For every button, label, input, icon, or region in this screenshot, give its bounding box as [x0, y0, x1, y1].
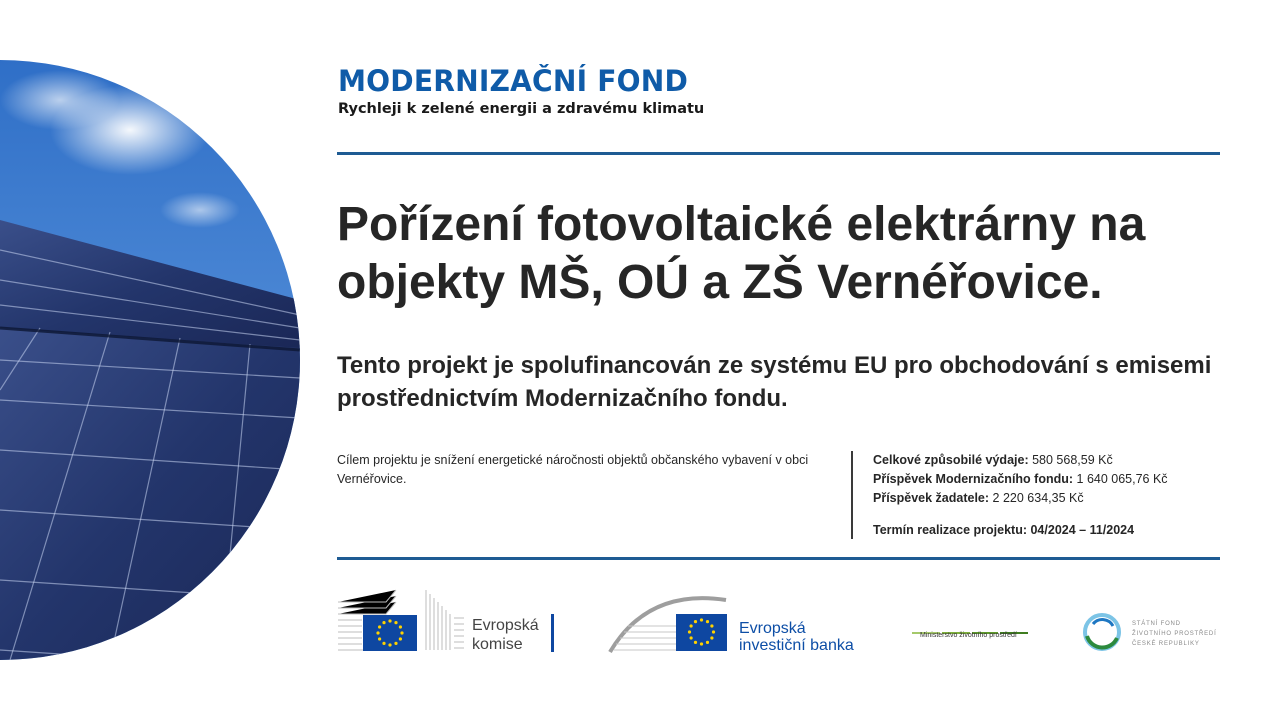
eligible-expenses-value: 580 568,59 Kč [1032, 453, 1113, 467]
eligible-expenses-label: Celkové způsobilé výdaje: [873, 453, 1029, 467]
eib-label-line1: Evropská [739, 620, 806, 637]
applicant-contribution-row [873, 489, 1168, 508]
sfzp-label-line2: ŽIVOTNÍHO PROSTŘEDÍ [1132, 631, 1217, 637]
realization-term-row [873, 521, 1168, 540]
european-commission-logo [336, 588, 466, 659]
fund-contribution-value: 1 640 065,76 Kč [1076, 472, 1168, 486]
bottom-divider [337, 557, 1220, 560]
sfzp-label [1132, 619, 1217, 649]
fund-contribution-row [873, 470, 1168, 489]
european-commission-label [472, 616, 539, 654]
finance-summary [873, 451, 1168, 540]
funding-statement: Tento projekt je spolufinancován ze systému EU pro obchodování s emisemi prostřednictvím Modernizačního fondu. [337, 352, 1212, 412]
applicant-contribution-value: 2 220 634,35 Kč [992, 491, 1084, 505]
solar-panel-photo [0, 60, 300, 660]
brand-subtitle: Rychleji k zelené energii a zdravému klimatu [338, 101, 705, 117]
modernization-fund-logo [338, 64, 704, 120]
eligible-expenses-row [873, 451, 1168, 470]
eib-label [739, 620, 854, 654]
realization-term-label: Termín realizace projektu: [873, 523, 1027, 537]
ec-accent-bar [551, 614, 554, 652]
brand-title: MODERNIZAČNÍ FOND [338, 64, 689, 98]
sfzp-label-line1: STÁTNÍ FOND [1132, 621, 1181, 627]
ec-label-line1: Evropská [472, 617, 539, 634]
sfzp-label-line3: ČESKÉ REPUBLIKY [1132, 641, 1200, 647]
sfzp-logo [1083, 612, 1123, 657]
ec-label-line2: komise [472, 636, 523, 653]
eib-label-line2: investiční banka [739, 637, 854, 654]
vertical-divider [851, 451, 853, 539]
eib-logo [608, 592, 732, 659]
ministry-environment-label: Ministerstvo životního prostředí [920, 632, 1017, 639]
realization-term-value: 04/2024 – 11/2024 [1030, 523, 1135, 537]
top-divider [337, 152, 1220, 155]
fund-contribution-label: Příspěvek Modernizačního fondu: [873, 472, 1074, 486]
project-title: Pořízení fotovoltaické elektrárny na objekty MŠ, OÚ a ZŠ Vernéřovice. [337, 198, 1146, 309]
project-goal: Cílem projektu je snížení energetické náročnosti objektů občanského vybavení v obci Vernéřovice. [337, 453, 809, 486]
applicant-contribution-label: Příspěvek žadatele: [873, 491, 990, 505]
